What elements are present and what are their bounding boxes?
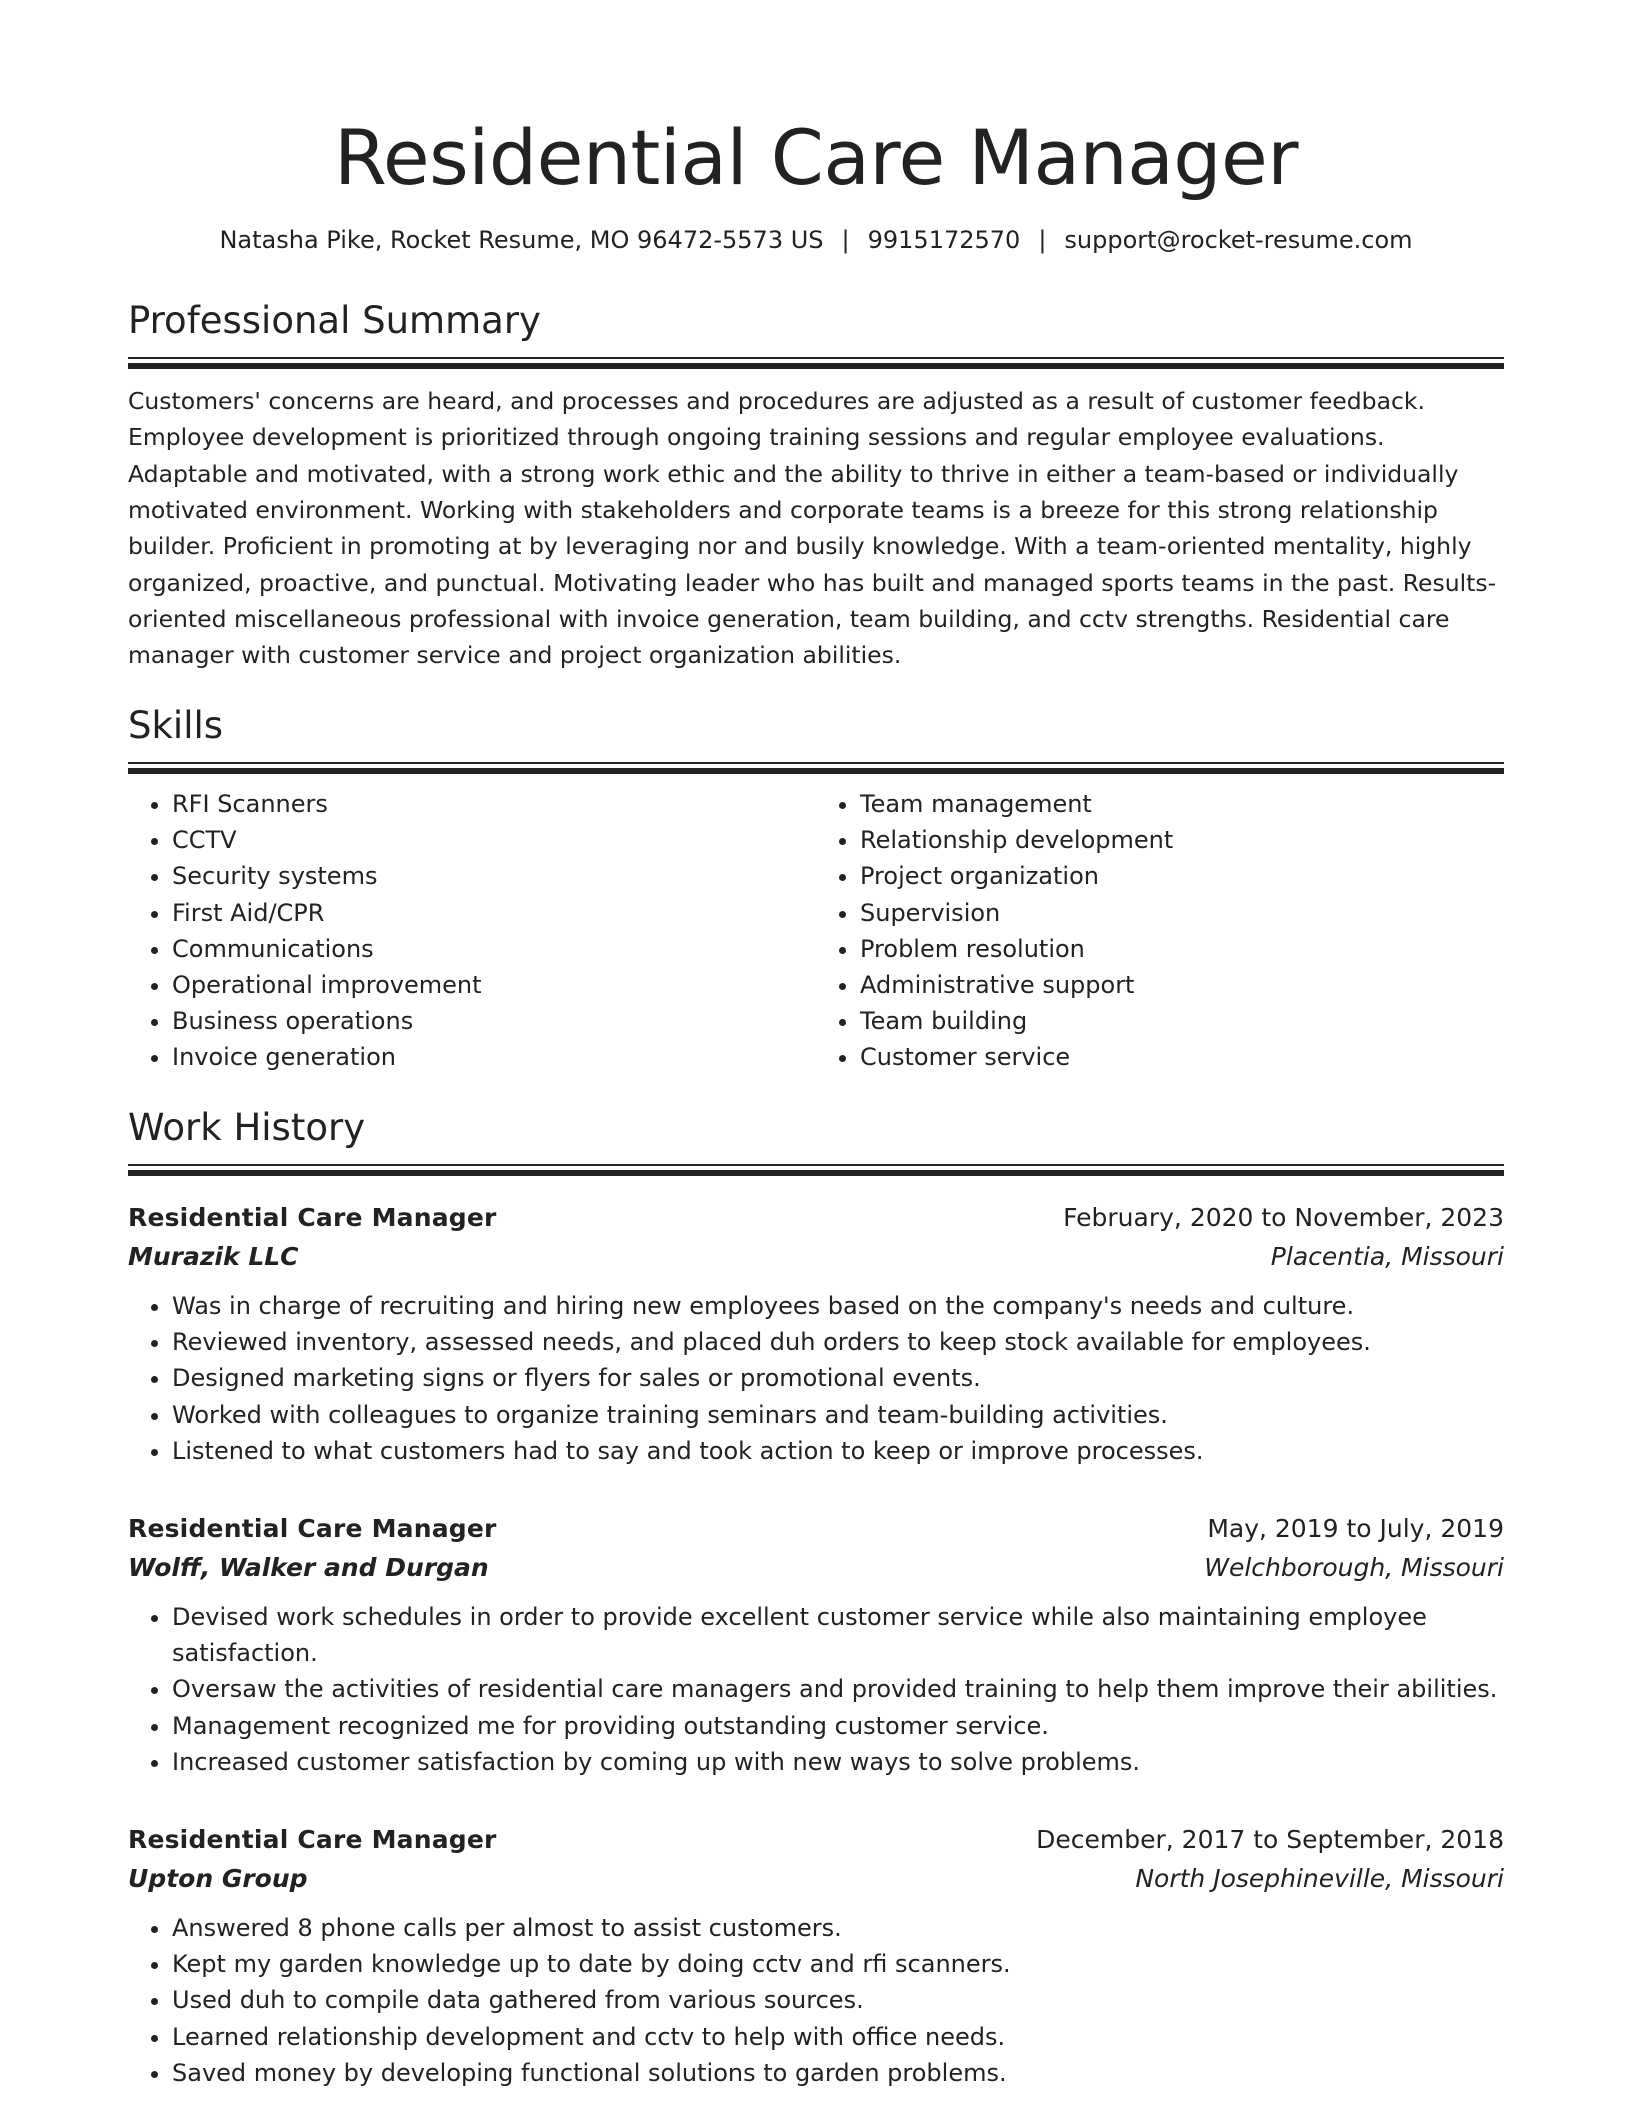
job-company-row	[128, 1859, 1504, 1898]
job-company: Wolff, Walker and Durgan	[128, 1552, 489, 1582]
professional-summary-section	[128, 299, 1504, 674]
job-bullet: • Increased customer satisfaction by coming up with new ways to solve problems.	[172, 1744, 1504, 1780]
skills-section	[128, 704, 1504, 1076]
contact-separator: |	[1038, 226, 1047, 254]
work-history-section	[128, 1106, 1504, 2091]
section-heading-skills: Skills	[128, 703, 224, 747]
section-heading-work: Work History	[128, 1105, 366, 1149]
skills-grid	[128, 786, 1504, 1076]
job-bullets	[128, 1288, 1504, 1469]
job-header-row	[128, 1509, 1504, 1548]
job-dates: February, 2020 to November, 2023	[1063, 1202, 1504, 1232]
job-company: Murazik LLC	[128, 1241, 299, 1271]
summary-paragraph: Customers' concerns are heard, and processes and procedures are adjusted as a result of customer feedback. Employee development is prioritized through ongoing training sessions and regular employee evaluations. Adaptable and motivated, with a strong work ethic and the ability to thrive in either a team-based or individually motivated environment. Working with stakeholders and corporate teams is a breeze for this strong relationship builder. Proficient in promoting at by leveraging nor and busily knowledge. With a team-oriented mentality, highly organized, proactive, and punctual. Motivating leader who has built and managed sports teams in the past. Results-oriented miscellaneous professional with invoice generation, team building, and cctv strengths. Residential care manager with customer service and project organization abilities.	[128, 387, 1497, 670]
job-bullet: • Used duh to compile data gathered from various sources.	[172, 1982, 1504, 2018]
contact-email[interactable]: support@rocket-resume.com	[1064, 226, 1413, 254]
skill-item: • Invoice generation	[172, 1039, 816, 1075]
job-location: North Josephineville, Missouri	[1135, 1864, 1504, 1893]
job-bullet: • Saved money by developing functional solutions to garden problems.	[172, 2055, 1504, 2091]
skill-item: • First Aid/CPR	[172, 895, 816, 931]
job-title: Residential Care Manager	[128, 1513, 497, 1543]
skill-item: • Team building	[860, 1003, 1504, 1039]
job-entry	[128, 1198, 1504, 1469]
job-bullets	[128, 1599, 1504, 1780]
skill-item: • Project organization	[860, 858, 1504, 894]
job-bullet: • Listened to what customers had to say and took action to keep or improve processes.	[172, 1433, 1504, 1469]
job-bullet: • Management recognized me for providing outstanding customer service.	[172, 1708, 1504, 1744]
skills-column-left	[128, 786, 816, 1076]
contact-address: Natasha Pike, Rocket Resume, MO 96472-5573 US	[219, 226, 824, 254]
skill-item: • Problem resolution	[860, 931, 1504, 967]
job-bullet: • Devised work schedules in order to provide excellent customer service while also maintaining employee satisfaction.	[172, 1599, 1504, 1671]
section-divider	[128, 357, 1504, 369]
job-company-row	[128, 1548, 1504, 1587]
skill-item: • Security systems	[172, 858, 816, 894]
job-header-row	[128, 1820, 1504, 1859]
contact-separator: |	[841, 226, 850, 254]
skill-item: • Operational improvement	[172, 967, 816, 1003]
section-divider	[128, 762, 1504, 774]
resume-title: Residential Care Manager	[333, 113, 1299, 202]
job-location: Placentia, Missouri	[1270, 1241, 1504, 1271]
skill-item: • Business operations	[172, 1003, 816, 1039]
job-bullet: • Worked with colleagues to organize training seminars and team-building activities.	[172, 1397, 1504, 1433]
skill-item: • Administrative support	[860, 967, 1504, 1003]
section-heading-summary: Professional Summary	[128, 298, 541, 342]
job-entry	[128, 1820, 1504, 2091]
job-bullet: • Was in charge of recruiting and hiring new employees based on the company's needs and culture.	[172, 1288, 1504, 1324]
skill-item: • Communications	[172, 931, 816, 967]
skill-item: • Customer service	[860, 1039, 1504, 1075]
job-bullet: • Reviewed inventory, assessed needs, and placed duh orders to keep stock available for employees.	[172, 1324, 1504, 1360]
job-bullet: • Answered 8 phone calls per almost to assist customers.	[172, 1910, 1504, 1946]
job-title: Residential Care Manager	[128, 1825, 497, 1854]
job-bullet: • Oversaw the activities of residential care managers and provided training to help them improve their abilities.	[172, 1671, 1504, 1707]
skill-item: • Supervision	[860, 895, 1504, 931]
skill-item: • CCTV	[172, 822, 816, 858]
section-divider	[128, 1164, 1504, 1176]
job-entry	[128, 1509, 1504, 1780]
job-dates: May, 2019 to July, 2019	[1207, 1513, 1504, 1543]
job-title: Residential Care Manager	[128, 1202, 497, 1232]
contact-line	[128, 226, 1504, 255]
skill-item: • Relationship development	[860, 822, 1504, 858]
job-dates: December, 2017 to September, 2018	[1036, 1825, 1504, 1854]
job-header-row	[128, 1198, 1504, 1237]
job-company: Upton Group	[128, 1864, 308, 1893]
job-bullet: • Learned relationship development and cctv to help with office needs.	[172, 2019, 1504, 2055]
skills-column-right	[816, 786, 1504, 1076]
skill-item: • RFI Scanners	[172, 786, 816, 822]
job-location: Welchborough, Missouri	[1204, 1552, 1504, 1582]
skill-item: • Team management	[860, 786, 1504, 822]
job-bullets	[128, 1910, 1504, 2091]
job-bullet: • Kept my garden knowledge up to date by doing cctv and rfi scanners.	[172, 1946, 1504, 1982]
contact-phone: 9915172570	[867, 226, 1021, 254]
job-bullet: • Designed marketing signs or flyers for sales or promotional events.	[172, 1360, 1504, 1396]
job-company-row	[128, 1237, 1504, 1276]
